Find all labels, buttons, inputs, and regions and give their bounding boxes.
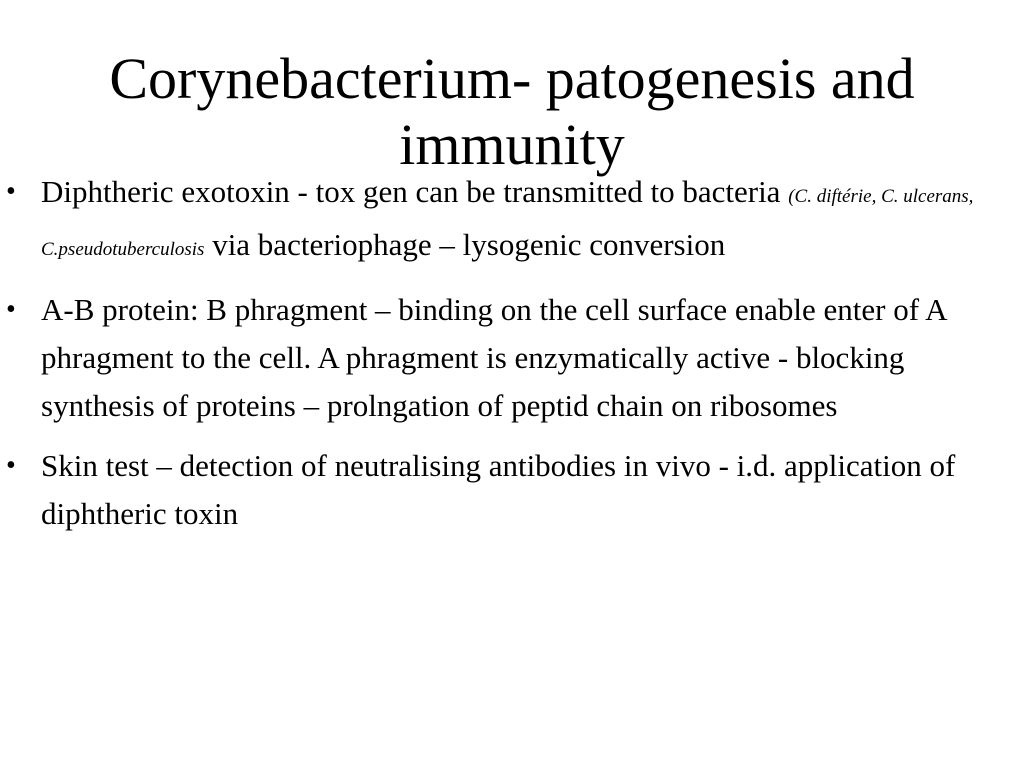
bullet-icon: • bbox=[6, 176, 16, 207]
bullet-1-text bbox=[41, 174, 973, 262]
bullet-icon: • bbox=[6, 294, 16, 325]
bullet-icon: • bbox=[6, 450, 16, 481]
bullet-2-text: A-B protein: B phragment – binding on the cell surface enable enter of A phragment to the cell. A phragment is enzymatically active - blocking synthesis of proteins – prolngation of peptid chain on ribosomes bbox=[41, 292, 946, 423]
slide-title: Corynebacterium- patogenesis and immunity bbox=[109, 46, 915, 177]
bullet-1-text-end: via bacteriophage – lysogenic conversion bbox=[204, 227, 726, 262]
bullet-list bbox=[0, 168, 1000, 550]
bullet-item-1 bbox=[0, 168, 1000, 274]
bullet-3-text: Skin test – detection of neutralising antibodies in vivo - i.d. application of diphtheric toxin bbox=[41, 448, 956, 531]
bullet-1-text-start: Diphtheric exotoxin - tox gen can be transmitted to bacteria bbox=[41, 174, 789, 209]
bullet-item-2 bbox=[0, 286, 1000, 430]
bullet-item-3 bbox=[0, 442, 1000, 538]
bullet-1-species-list: (C. diftérie, C. ulcerans, C.pseudotuberculosis bbox=[41, 186, 974, 260]
